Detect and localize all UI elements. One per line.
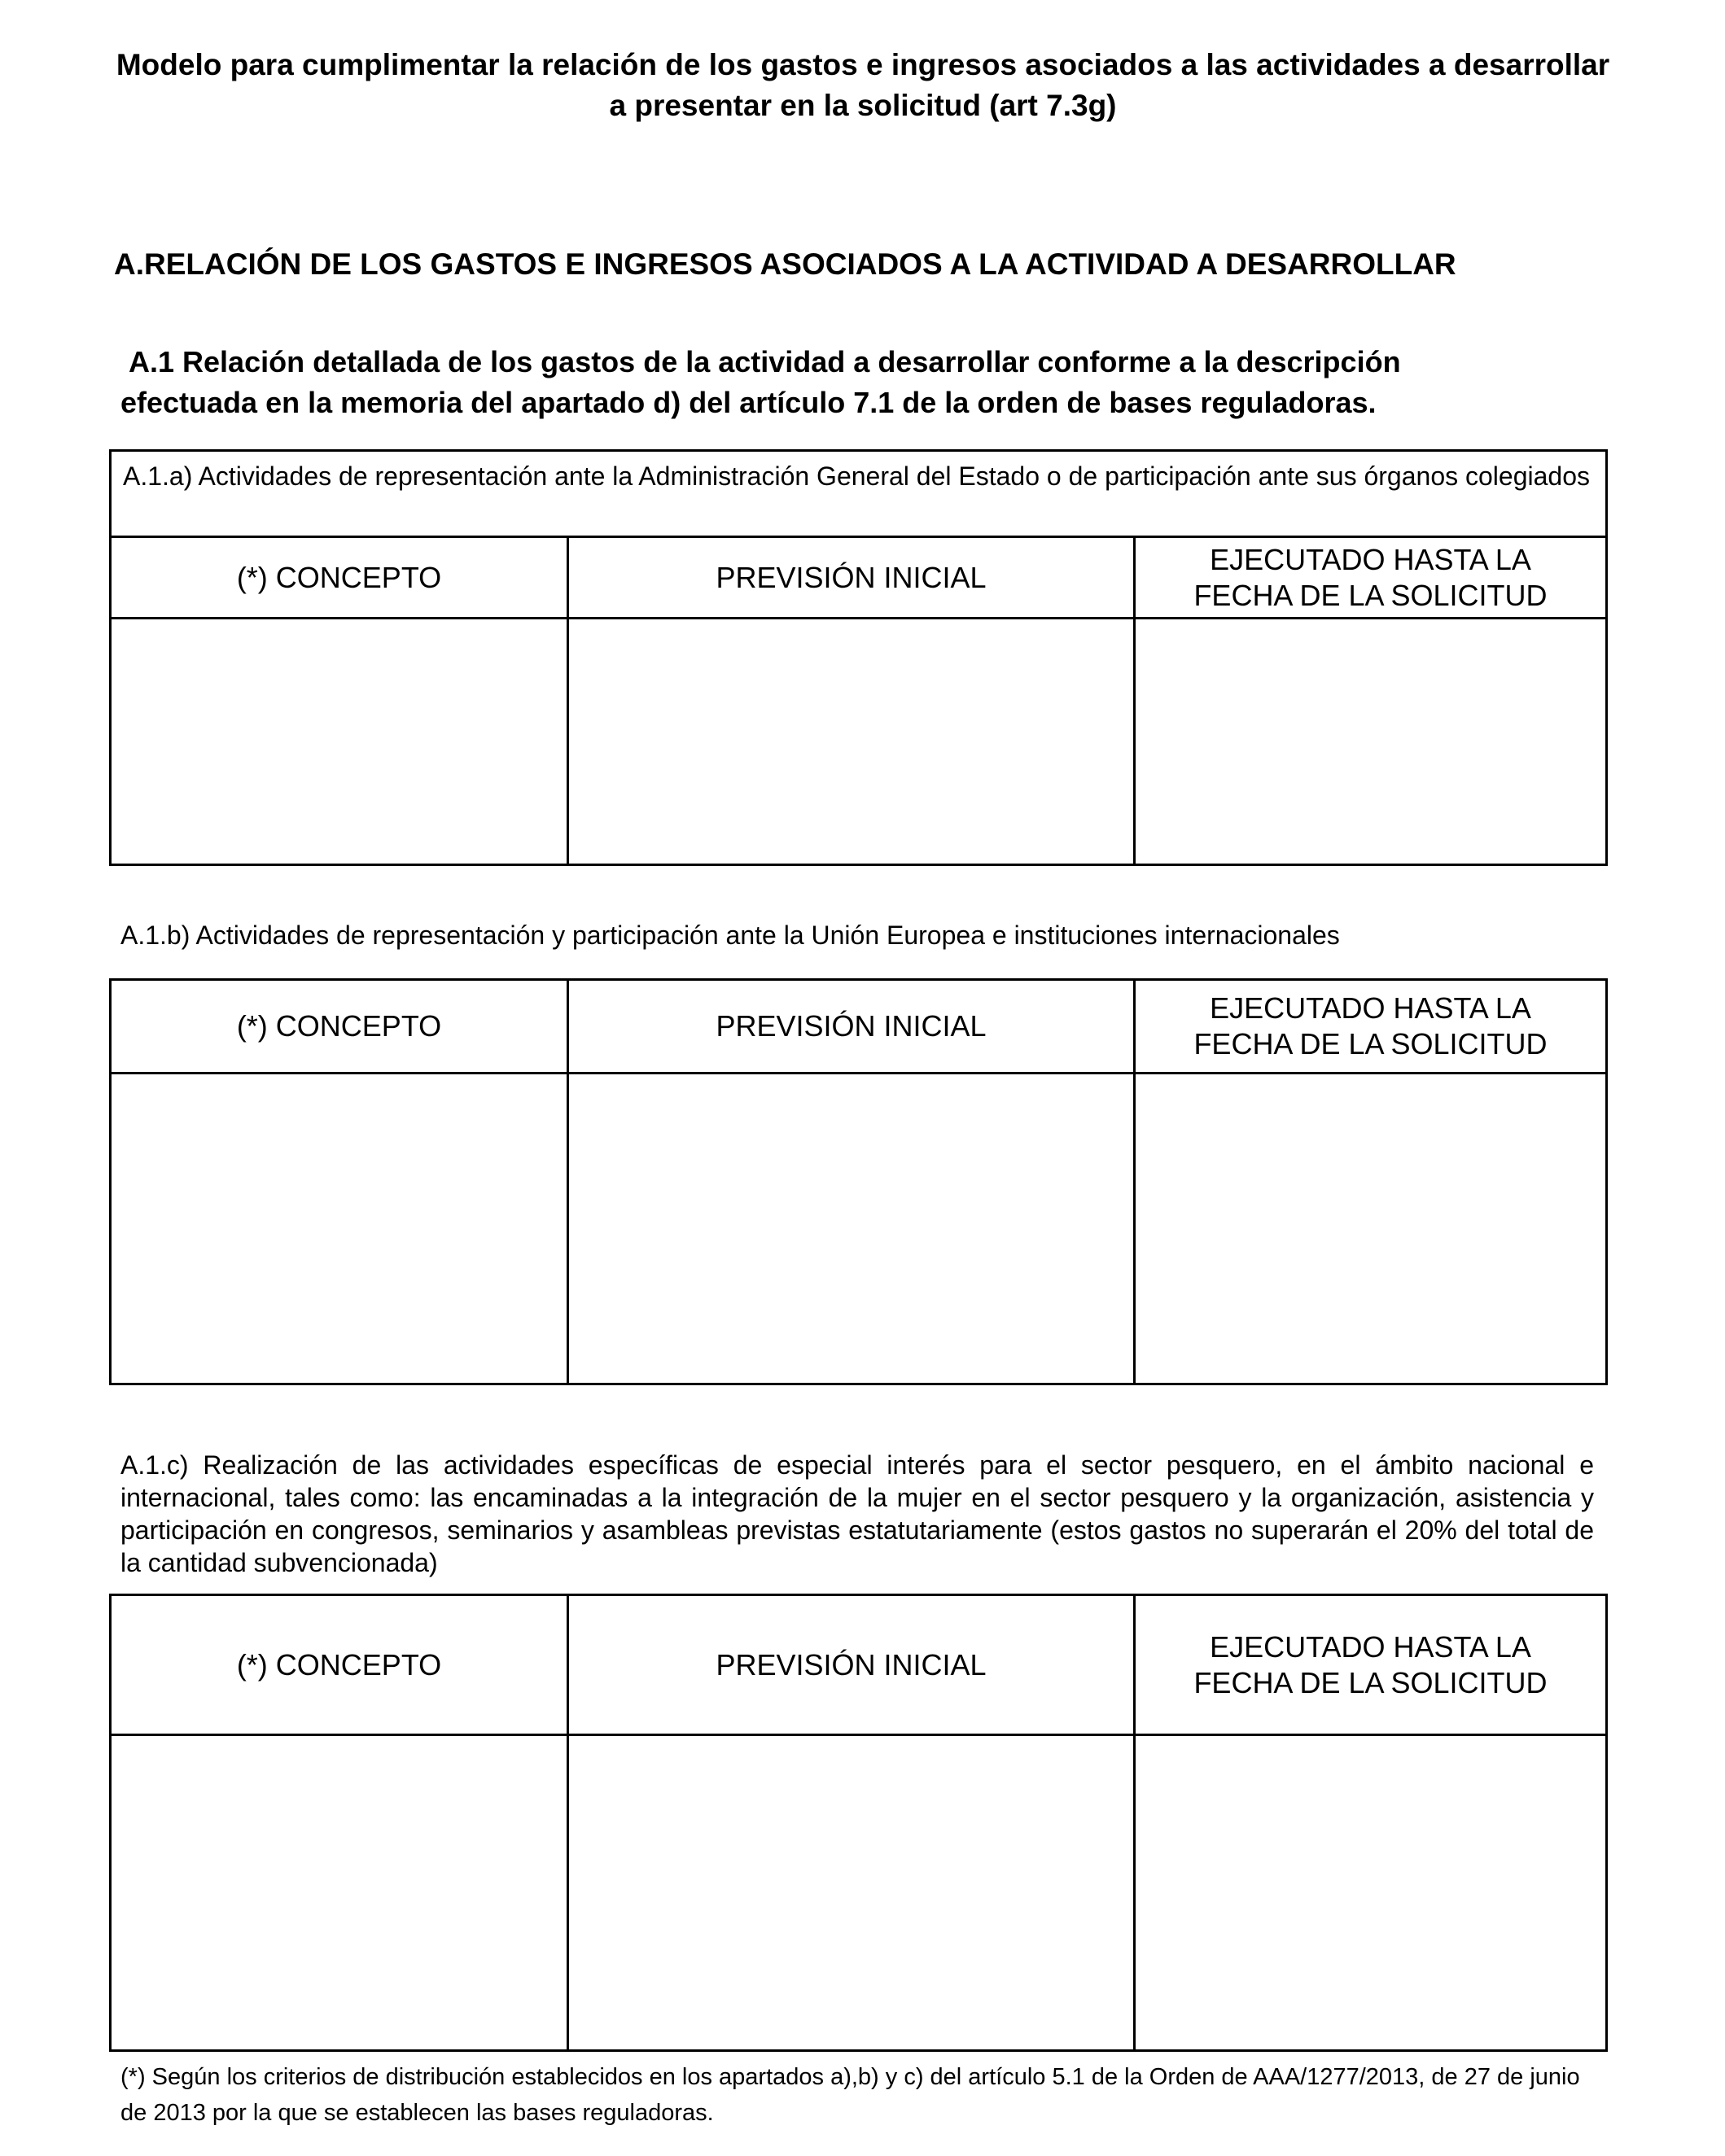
subsection-title (120, 342, 1618, 423)
column-header-concepto: (*) CONCEPTO (111, 980, 568, 1074)
ejecutado-input-cell[interactable] (1135, 619, 1607, 865)
ejecutado-input-cell[interactable] (1135, 1074, 1607, 1384)
table-caption-c: A.1.c) Realización de las actividades específicas de especial interés para el sector pesquero, en el ámbito nacional e internacional, tales como: las encaminadas a la integración de la mujer en el sector pesquero y la organización, asistencia y participación en congresos, seminarios y asambleas previstas estatutariamente (estos gastos no superarán el 20% del total de la cantidad subvencionada) (120, 1450, 1594, 1577)
expense-table-b (109, 978, 1608, 1385)
ejecutado-input-cell[interactable] (1135, 1735, 1607, 2051)
expense-table-a (109, 449, 1608, 866)
prevision-inicial-input-cell[interactable] (568, 619, 1135, 865)
expense-table-c (109, 1594, 1608, 2052)
column-header-ejecutado: EJECUTADO HASTA LA FECHA DE LA SOLICITUD (1135, 537, 1607, 619)
column-header-concepto: (*) CONCEPTO (111, 1595, 568, 1735)
prevision-inicial-input-cell[interactable] (568, 1074, 1135, 1384)
column-header-prevision-inicial: PREVISIÓN INICIAL (568, 1595, 1135, 1735)
subsection-title-line2: efectuada en la memoria del apartado d) del artículo 7.1 de la orden de bases reguladoras. (120, 386, 1377, 419)
section-title: A.RELACIÓN DE LOS GASTOS E INGRESOS ASOCIADOS A LA ACTIVIDAD A DESARROLLAR (114, 247, 1456, 281)
column-header-ejecutado: EJECUTADO HASTA LA FECHA DE LA SOLICITUD (1135, 980, 1607, 1074)
document-title: Modelo para cumplimentar la relación de los gastos e ingresos asociados a las actividades a desarrollar a presentar en la solicitud (art 7.3g) (116, 48, 1610, 122)
concepto-input-cell[interactable] (111, 619, 568, 865)
table-caption-b: A.1.b) Actividades de representación y participación ante la Unión Europea e instituciones internacionales (120, 921, 1340, 950)
column-header-ejecutado: EJECUTADO HASTA LA FECHA DE LA SOLICITUD (1135, 1595, 1607, 1735)
concepto-input-cell[interactable] (111, 1735, 568, 2051)
subsection-title-line1: A.1 Relación detallada de los gastos de la actividad a desarrollar conforme a la descripción (129, 345, 1401, 378)
footnote: (*) Según los criterios de distribución establecidos en los apartados a),b) y c) del artículo 5.1 de la Orden de AAA/1277/2013, de 27 de junio de 2013 por la que se establecen las bases reguladoras. (120, 2064, 1580, 2126)
prevision-inicial-input-cell[interactable] (568, 1735, 1135, 2051)
column-header-prevision-inicial: PREVISIÓN INICIAL (568, 980, 1135, 1074)
column-header-prevision-inicial: PREVISIÓN INICIAL (568, 537, 1135, 619)
table-caption: A.1.a) Actividades de representación ante la Administración General del Estado o de participación ante sus órganos colegiados (111, 451, 1607, 537)
concepto-input-cell[interactable] (111, 1074, 568, 1384)
column-header-concepto: (*) CONCEPTO (111, 537, 568, 619)
